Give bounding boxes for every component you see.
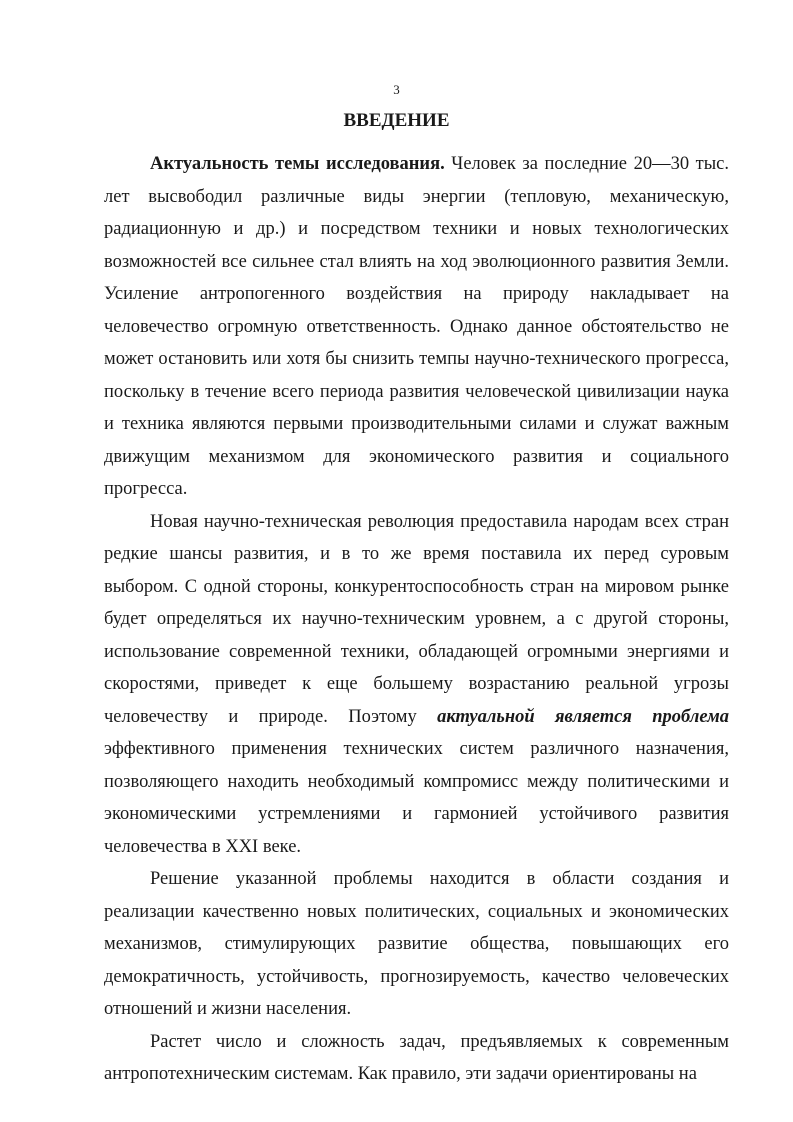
revolution-text-before: Новая научно-техническая революция предоставила народам всех стран редкие шансы развития, и в то же время поставила их перед суровым выбором. С одной стороны, конкурентоспособность стран на мировом рынке будет определяться их научно-техническим уровнем, а с другой стороны, использование современной техники, обладающей огромными энергиями и скоростями, приведет к еще большему возрастанию реальной угрозы человечеству и природе. Поэтому [104,511,729,727]
paragraph-tasks: Растет число и сложность задач, предъявляемых к современным антропотехническим системам. Как правило, эти задачи ориентированы на [104,1031,729,1084]
revolution-text-after: эффективного применения технических систем различного назначения, позволяющего находить необходимый компромисс между политическими и экономическими устремлениями и гармонией устойчивого развития человечества в XXI веке. [104,739,729,857]
relevance-lead: Актуальность темы исследования. [150,154,445,174]
page-title: ВВЕДЕНИЕ [343,110,450,131]
paragraph-solution: Решение указанной проблемы находится в области создания и реализации качественно новых политических, социальных и экономических механизмов, стимулирующих развитие общества, повышающих его демократичность, устойчивость, прогнозируемость, качество человеческих отношений и жизни населения. [104,869,729,1019]
page-number: 3 [393,82,400,97]
paragraph-relevance [104,148,729,506]
document-body [104,148,729,1091]
revolution-emphasis: актуальной является проблема [437,706,729,727]
relevance-text: Человек за последние 20—30 тыс. лет высвободил различные виды энергии (тепловую, механическую, радиационную и др.) и посредством техники и новых технологических возможностей все сильнее стал влиять на ход эволюционного развития Земли. Усиление антропогенного воздействия на природу накладывает на человечество огромную ответственность. Однако данное обстоятельство не может остановить или хотя бы снизить темпы научно-технического прогресса, поскольку в течение всего периода развития человеческой цивилизации наука и техника являются первыми производительными силами и служат важным движущим механизмом для экономического развития и социального прогресса. [104,154,730,499]
paragraph-revolution [104,506,729,864]
